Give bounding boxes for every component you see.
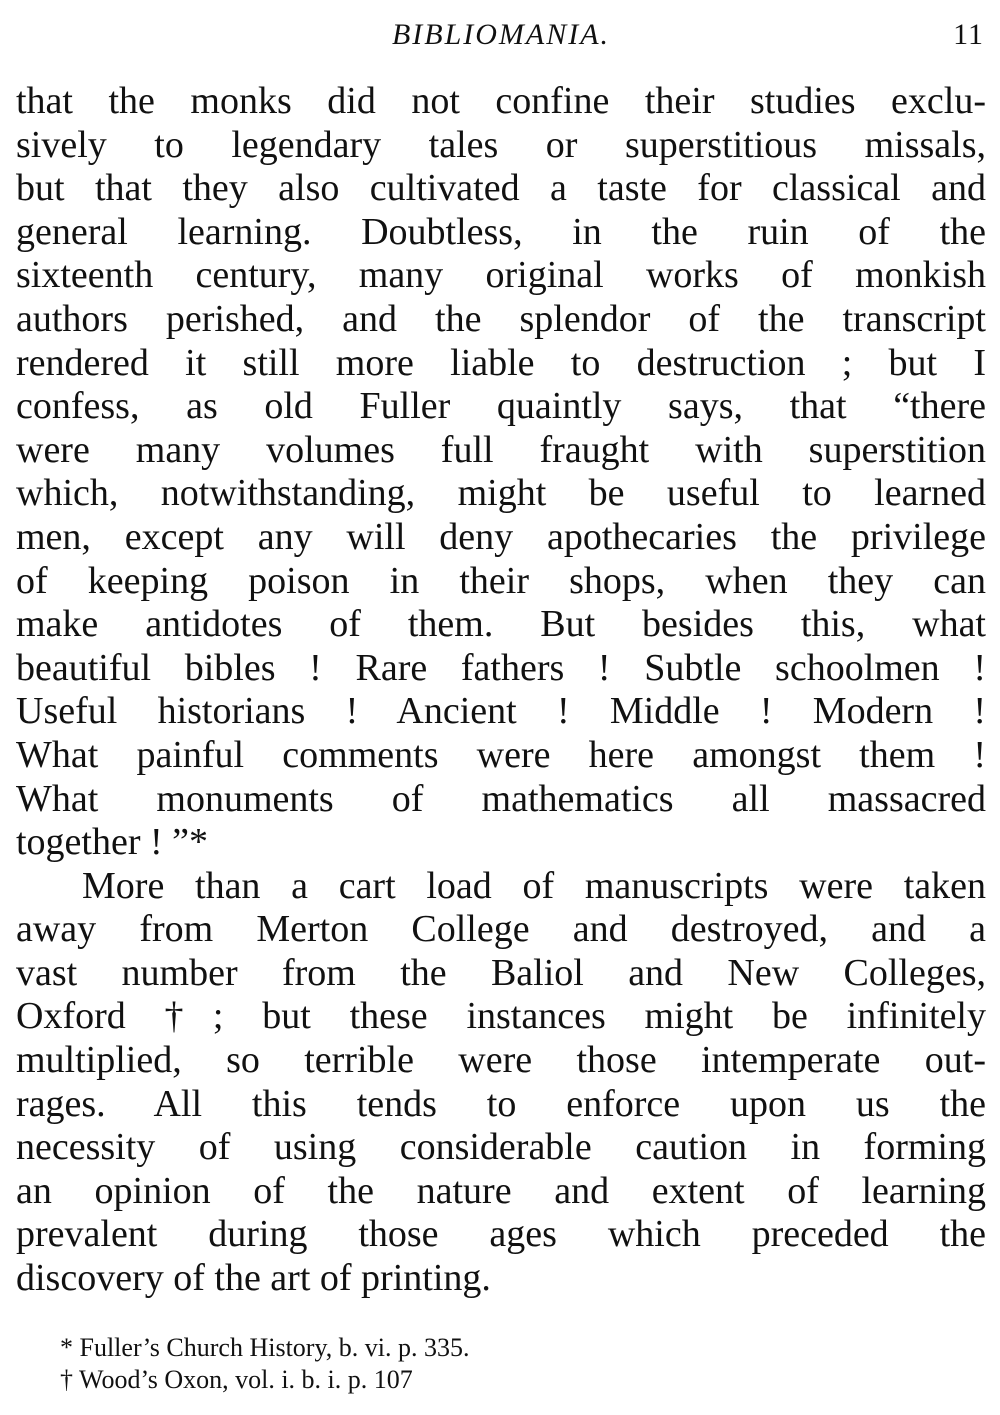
text-line: make antidotes of them. But besides this, what [16, 603, 986, 646]
text-line: discovery of the art of printing. [16, 1257, 491, 1300]
running-title: BIBLIOMANIA. [391, 18, 611, 51]
text-line: away from Merton College and destroyed, and a [16, 908, 986, 951]
text-line: general learning. Doubtless, in the ruin of the [16, 210, 986, 253]
text-line: together ! ”* [16, 821, 209, 864]
text-line: prevalent during those ages which preceded the [16, 1213, 986, 1256]
text-line: What monuments of mathematics all massacred [16, 777, 986, 820]
text-line: More than a cart load of manuscripts were taken [82, 864, 986, 907]
text-line: sively to legendary tales or superstitious missals, [16, 123, 986, 166]
book-page [16, 0, 986, 1301]
text-line: Oxford †; but these instances might be infinitely [16, 995, 986, 1038]
text-line: rendered it still more liable to destruction ; but I [16, 341, 986, 384]
text-line: beautiful bibles ! Rare fathers ! Subtle schoolmen ! [16, 646, 986, 689]
text-line: multiplied, so terrible were those intemperate out- [16, 1039, 986, 1082]
text-line: but that they also cultivated a taste for classical and [16, 167, 986, 210]
text-line: confess, as old Fuller quaintly says, that “there [16, 385, 986, 428]
text-line: Useful historians ! Ancient ! Middle ! Modern ! [16, 690, 986, 733]
text-line: which, notwithstanding, might be useful to learned [16, 472, 986, 515]
text-line: What painful comments were here amongst them ! [16, 733, 986, 776]
footnotes [60, 1332, 470, 1396]
footnote-wood: † Wood’s Oxon, vol. i. b. i. p. 107 [60, 1365, 413, 1394]
paragraph-1 [16, 80, 986, 865]
text-line: that the monks did not confine their studies exclu- [16, 80, 986, 122]
text-line: authors perished, and the splendor of the transcript [16, 297, 986, 340]
text-line: rages. All this tends to enforce upon us the [16, 1082, 986, 1125]
footnote-fuller: * Fuller’s Church History, b. vi. p. 335. [60, 1333, 470, 1362]
text-line: vast number from the Baliol and New Colleges, [16, 951, 986, 994]
running-head [16, 0, 986, 80]
text-line: men, except any will deny apothecaries the privilege [16, 515, 986, 558]
body-text [16, 80, 986, 1301]
text-line: were many volumes full fraught with superstition [16, 428, 986, 471]
text-line: of keeping poison in their shops, when they can [16, 559, 986, 602]
text-line: sixteenth century, many original works of monkish [16, 254, 986, 297]
text-line: an opinion of the nature and extent of learning [16, 1169, 986, 1212]
paragraph-2 [16, 865, 986, 1301]
text-line: necessity of using considerable caution in forming [16, 1126, 986, 1169]
page-number: 11 [953, 18, 984, 51]
